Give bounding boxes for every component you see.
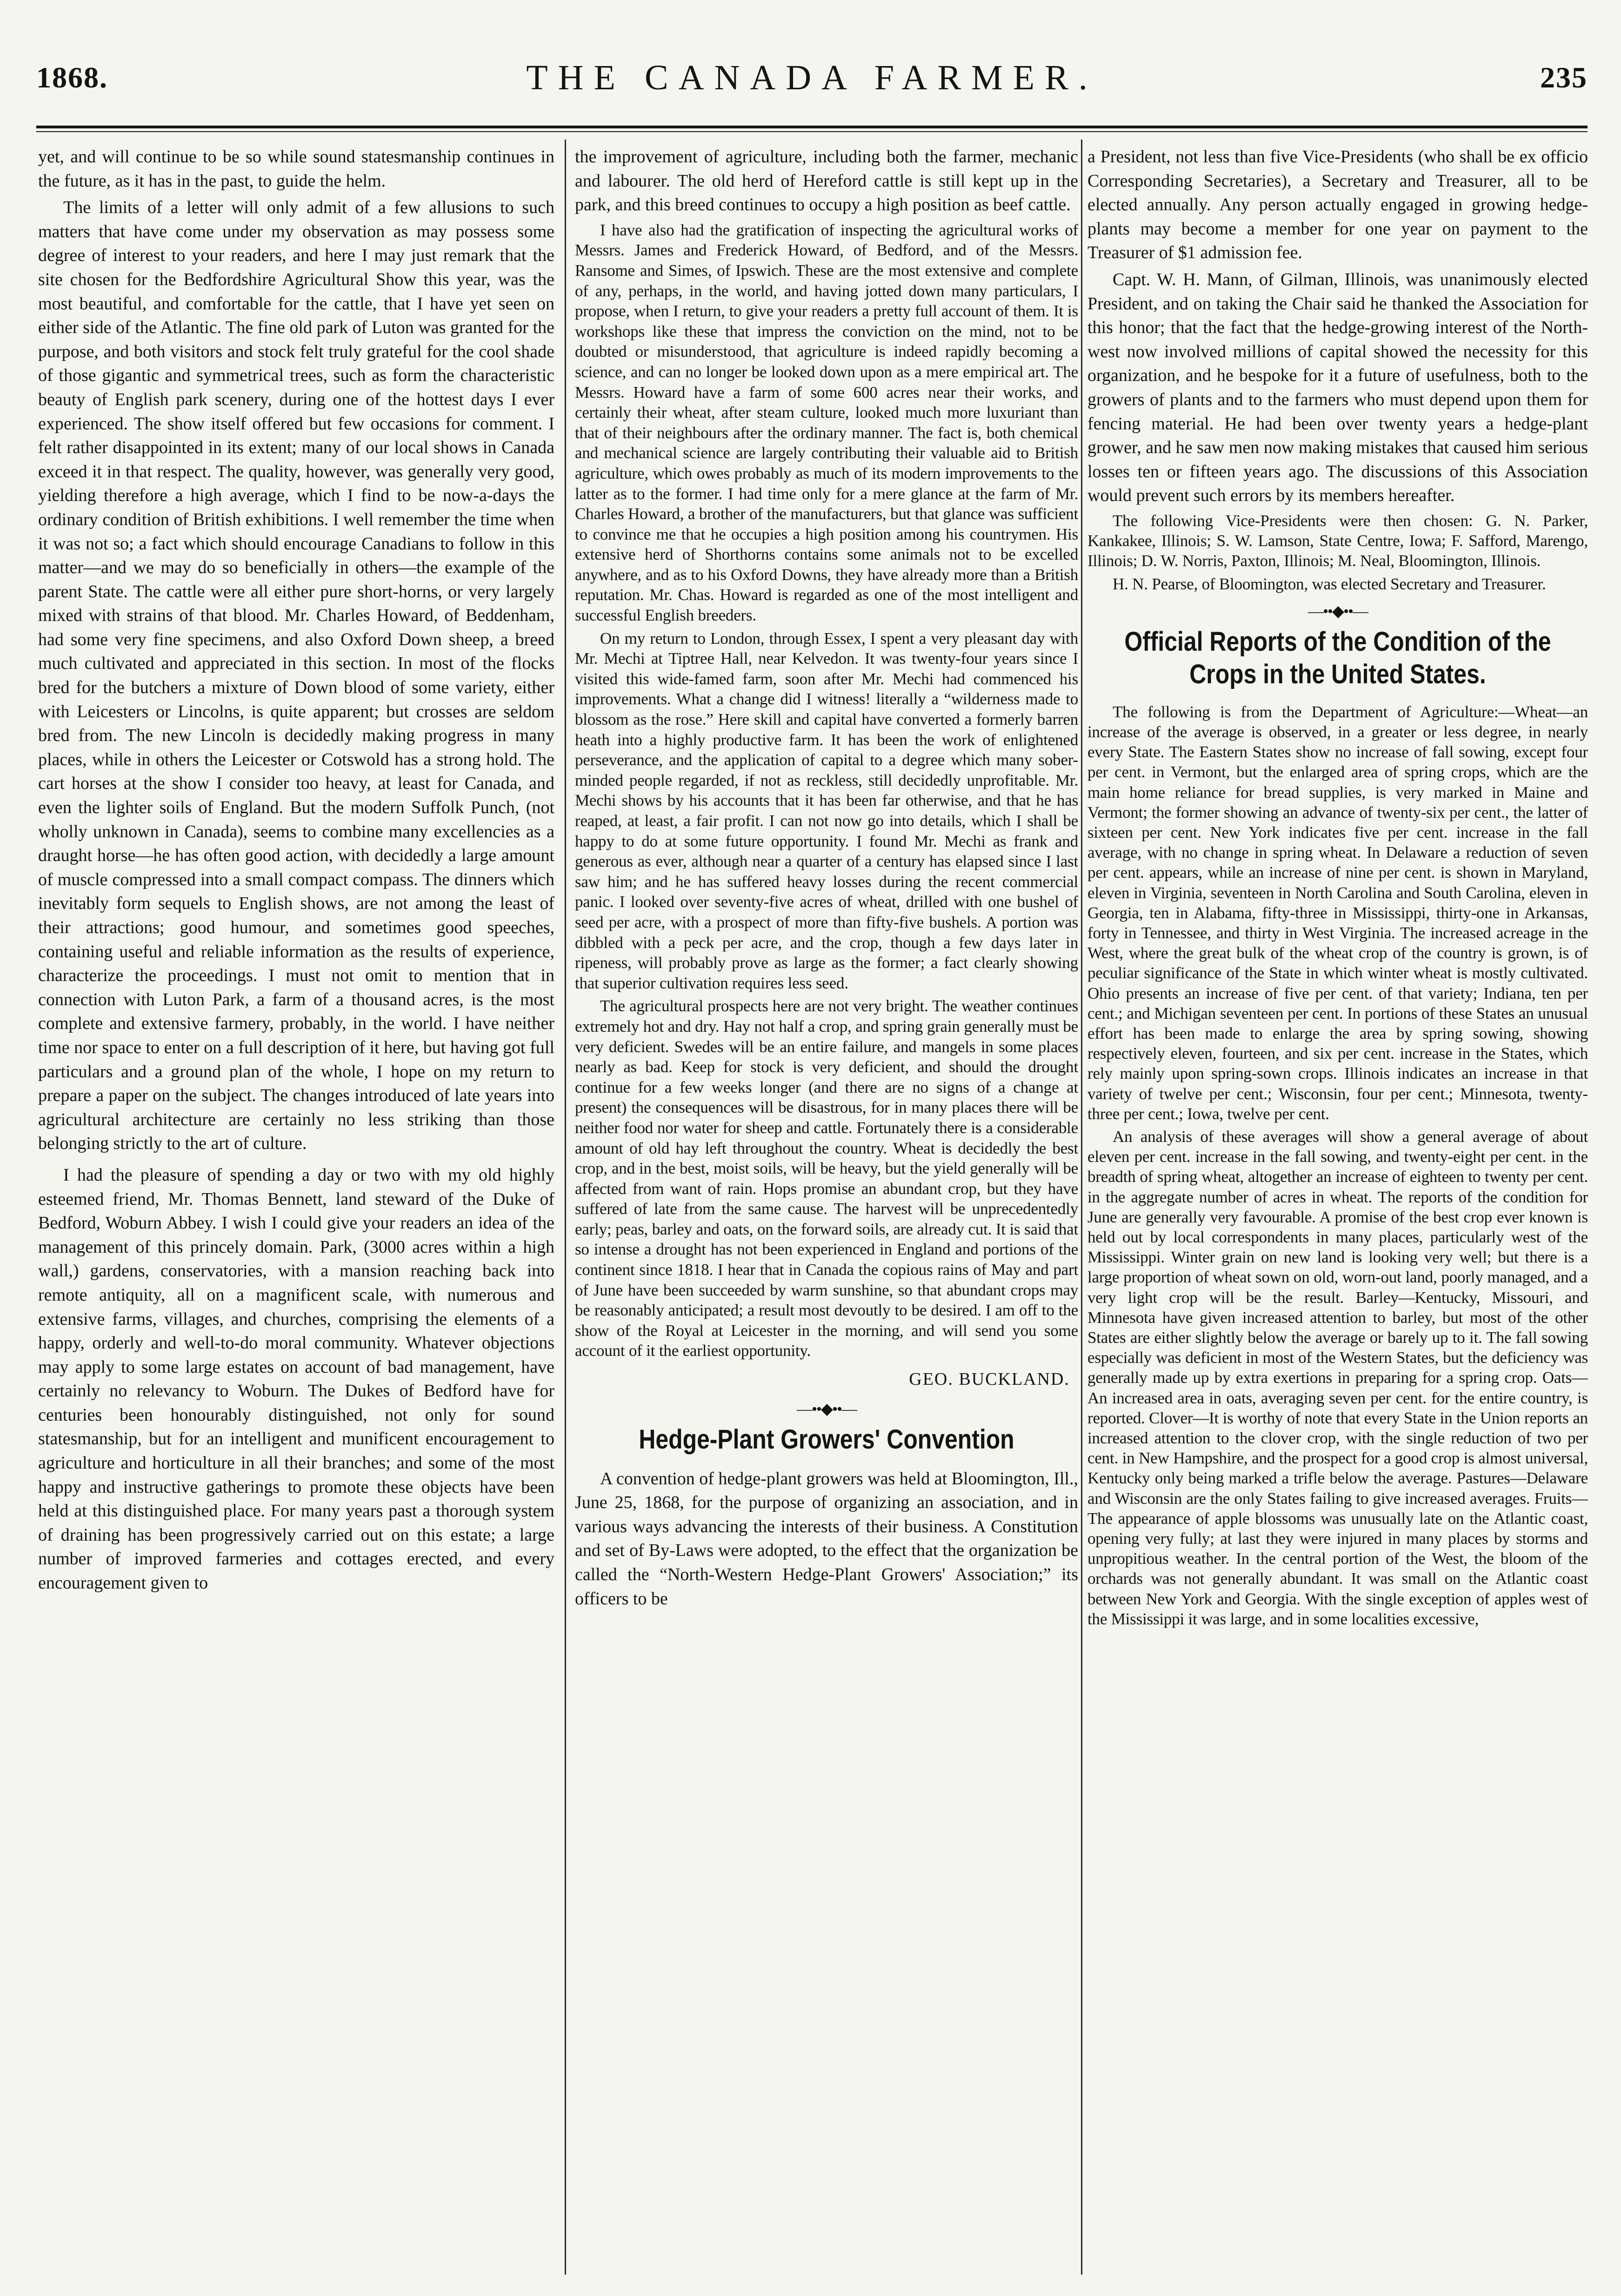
masthead-page-number: 235	[1540, 61, 1588, 94]
column-1	[38, 145, 554, 2276]
author-signature: GEO. BUCKLAND.	[909, 1369, 1070, 1389]
masthead-title: THE CANADA FARMER.	[526, 58, 1098, 97]
article-paragraph: The agricultural prospects here are not very bright. The weather continues extremely hot and dry. Hay not half a crop, and spring grain generally must be very deficient. Swedes will be an entire failure, and mangels in some places nearly as bad. Keep for stock is very deficient, and should the drought continue for a few weeks longer (and there are no signs of a change at present) the consequences will be disastrous, for in many places there will be neither food nor water for sheep and cattle. Fortunately there is a considerable amount of old hay left throughout the country. Wheat is decidedly the best crop, and in the best, moist soils, will be heavy, but the yield generally will be affected from want of rain. Hops promise an abundant crop, but they have suffered of late from the same cause. The harvest will be unprecedentedly early; peas, barley and oats, on the forward soils, are already cut. It is said that so intense a drought has not been experienced in England and portions of the continent since 1818. I hear that in Canada the copious rains of May and part of June have been succeeded by warm sunshine, so that abundant crops may be reasonably anticipated; a result most devoutly to be desired. I am off to the show of the Royal at Leicester in the morning, and will send you some account of it the earliest opportunity.	[575, 997, 1078, 1360]
article-paragraph: Capt. W. H. Mann, of Gilman, Illinois, was unanimously elected President, and on taking the Chair said he thanked the Association for this honor; that the fact that the hedge-growing interest of the North-west now involved millions of capital showed the necessity for this organization, and he bespoke for it a future of usefulness, both to the growers of plants and to the farmers who must depend upon them for fencing material. He had been over twenty years a hedge-plant grower, and he saw men now making mistakes that caused him serious losses ten or fifteen years ago. The discussions of this Association would prevent such errors by its members hereafter.	[1087, 269, 1588, 506]
section-ornament: —••◆••—	[1308, 602, 1368, 620]
article-paragraph: On my return to London, through Essex, I spent a very pleasant day with Mr. Mechi at Tiptree Hall, near Kelvedon. It was twenty-four years since I visited this wide-famed farm, soon after Mr. Mechi had commenced his improvements. What a change did I witness! literally a “wilderness made to blossom as the rose.” Here skill and capital have converted a formerly barren heath into a highly productive farm. It has been the work of enlightened perseverance, and the application of capital to a degree which many sober-minded people regarded, if not as reckless, still decidedly unprofitable. Mr. Mechi shows by his accounts that it has been far otherwise, and that he has reaped, at least, a fair profit. I can not now go into details, which I shall be happy to do at some future opportunity. I found Mr. Mechi as frank and generous as ever, although near a quarter of a century has elapsed since I last saw him; and he has suffered heavy losses during the recent commercial panic. I looked over seventy-five acres of wheat, drilled with one bushel of seed per acre, with a prospect of more than fifty-five bushels. A portion was dibbled with a peck per acre, and the crop, though a few days later in ripeness, will probably prove as large as the former; a fact clearly showing that superior cultivation requires less seed.	[575, 629, 1078, 992]
article-paragraph: A convention of hedge-plant growers was held at Bloomington, Ill., June 25, 1868, for the purpose of organizing an association, and in various ways advancing the interests of their business. A Constitution and set of By-Laws were adopted, to the effect that the organization be called the “North-Western Hedge-Plant Growers' Association;” its officers to be	[575, 1468, 1078, 1609]
article-paragraph: H. N. Pearse, of Bloomington, was elected Secretary and Treasurer.	[1113, 574, 1546, 593]
article-paragraph: I have also had the gratification of inspecting the agricultural works of Messrs. James and Frederick Howard, of Bedford, and of the Messrs. Ransome and Simes, of Ipswich. These are the most extensive and complete of any, perhaps, in the world, and having jotted down many particulars, I propose, when I return, to give your readers a pretty full account of them. It is workshops like these that impress the conviction on the mind, not to be doubted or misunderstood, that agriculture is indeed rapidly becoming a science, and can no longer be looked down upon as a mere empirical art. The Messrs. Howard have a farm of some 600 acres near their works, and certainly their wheat, after steam culture, looked much more luxuriant than that of their neighbours after the ordinary manner. The fact is, both chemical and mechanical science are largely contributing their valuable aid to British agriculture, which owes probably as much of its modern improvements to the latter as to the former. I had time only for a mere glance at the farm of Mr. Charles Howard, a brother of the manufacturers, but that glance was sufficient to convince me that he occupies a high position among his countrymen. His extensive herd of Shorthorns contains some animals not to be excelled anywhere, and as to his Oxford Downs, they have already more than a British reputation. Mr. Chas. Howard is regarded as one of the most intelligent and successful English breeders.	[575, 220, 1078, 625]
section-ornament: —••◆••—	[797, 1400, 856, 1418]
article-paragraph: An analysis of these averages will show a general average of about eleven per cent. increase in the fall sowing, and twenty-eight per cent. in the breadth of spring wheat, altogether an increase of eighteen to twenty per cent. in the aggregate number of acres in wheat. The reports of the condition for June are generally very favourable. A promise of the best crop ever known is held out by local correspondents in many places, particularly west of the Mississippi. Winter grain on new land is looking very well; but there is a large proportion of wheat sown on old, worn-out land, poorly managed, and a very light crop will be the result. Barley—Kentucky, Missouri, and Minnesota have given increased attention to barley, but most of the other States are either slightly below the average or barely up to it. The fall sowing especially was deficient in most of the Western States, but the deficiency was generally made up by extra exertions in preparing for a spring crop. Oats—An increased area in oats, averaging seven per cent. for the entire country, is reported. Clover—It is worthy of note that every State in the Union reports an increased attention to the clover crop, with the single reduction of two per cent. in New Hampshire, and the prospect for a good crop is almost universal, Kentucky only being marked a trifle below the average. Pastures—Delaware and Wisconsin are the only States failing to give increased averages. Fruits—The appearance of apple blossoms was unusually late on the Atlantic coast, opening very fully; at last they were injured in many places by storms and unpropitious weather. In the central portion of the West, the bloom of the orchards was not generally abundant. It was small on the Atlantic coast between New York and Georgia. With the single exception of apples west of the Mississippi it was large, and in some localities excessive,	[1087, 1127, 1588, 1628]
masthead-rule-thin	[36, 131, 1588, 132]
column-divider	[1081, 140, 1082, 2275]
masthead-rule-thick	[36, 126, 1588, 128]
article-paragraph: the improvement of agriculture, including both the farmer, mechanic and labourer. The old herd of Hereford cattle is still kept up in the park, and this breed continues to occupy a high position as beef cattle.	[575, 147, 1078, 215]
article-paragraph: The following Vice-Presidents were then chosen: G. N. Parker, Kankakee, Illinois; S. W. Lamson, State Centre, Iowa; F. Safford, Marengo, Illinois; D. W. Norris, Paxton, Illinois; M. Neal, Bloomington, Illinois.	[1087, 511, 1588, 570]
column-divider	[565, 140, 566, 2275]
column-3	[1087, 145, 1588, 2276]
article-paragraph: I had the pleasure of spending a day or two with my old highly esteemed friend, Mr. Thomas Bennett, land steward of the Duke of Bedford, Woburn Abbey. I wish I could give your readers an idea of the management of this princely domain. Park, (3000 acres within a high wall,) gardens, conservatories, with a mansion reaching back into remote antiquity, all on a magnificent scale, with numerous and extensive farms, villages, and churches, comprising the elements of a happy, orderly and well-to-do moral community. Whatever objections may apply to some large estates on account of bad management, have certainly no relevancy to Woburn. The Dukes of Bedford have for centuries been honourably distinguished, not only for sound statesmanship, but for an intelligent and munificent encouragement to agriculture and horticulture in all their branches; and some of the most happy and instructive gatherings to promote these objects have been held at this distinguished place. For many years past a thorough system of draining has been progressively carried out on this estate; a large number of improved farmeries and cottages erected, and every encouragement given to	[38, 1165, 554, 1593]
article-headline: Official Reports of the Condition of the Crops in the United States.	[1124, 626, 1551, 689]
article-paragraph: yet, and will continue to be so while sound statesmanship continues in the future, as it has in the past, to guide the helm.	[38, 147, 554, 191]
masthead-year: 1868.	[36, 61, 108, 94]
masthead	[36, 60, 1588, 112]
column-2	[575, 145, 1078, 2276]
article-paragraph: a President, not less than five Vice-Presidents (who shall be ex officio Corresponding Secretaries), a Secretary and Treasurer, all to be elected annually. Any person actually engaged in growing hedge-plants may become a member for one year on payment to the Treasurer of $1 admission fee.	[1087, 147, 1588, 263]
article-paragraph: The following is from the Department of Agriculture:—Wheat—an increase of the average is observed, in a greater or less degree, in nearly every State. The Eastern States show no increase of fall sowing, except four per cent. in Vermont, but the enlarged area of spring crops, which are the main home reliance for bread supplies, is very marked in Maine and Vermont; the former showing an advance of twenty-six per cent., the latter of sixteen per cent. New York indicates five per cent. increase in the fall average, with no change in spring wheat. In Delaware a reduction of seven per cent. appears, while an increase of nine per cent. is shown in Maryland, eleven in Virginia, seventeen in North Carolina and South Carolina, eleven in Georgia, ten in Alabama, fifty-three in Mississippi, thirty-one in Arkansas, forty in Tennessee, and thirty in West Virginia. The increased acreage in the West, where the great bulk of the wheat crop of the country is grown, is of peculiar significance of the State in which winter wheat is mostly cultivated. Ohio presents an increase of five per cent. of that variety; Indiana, ten per cent.; and Michigan seventeen per cent. In portions of these States an unusual effort has been made to enlarge the area by spring sowing, showing respectively eleven, fourteen, and six per cent. increase in the States, which rely mainly upon spring-sown crops. Illinois indicates an increase in that variety of twelve per cent.; Wisconsin, four per cent.; Minnesota, twenty-three per cent.; Iowa, twelve per cent.	[1087, 702, 1588, 1123]
article-paragraph: The limits of a letter will only admit of a few allusions to such matters that have come under my observation as may possess some degree of interest to your readers, and here I may just remark that the site chosen for the Bedfordshire Agricultural Show this year, was the most beautiful, and comfortable for the cattle, that I have yet seen on either side of the Atlantic. The fine old park of Luton was granted for the purpose, and both visitors and stock felt truly grateful for the cool shade of those gigantic and symmetrical trees, such as form the characteristic beauty of English park scenery, during one of the hottest days I ever experienced. The show itself offered but few occasions for comment. I felt rather disappointed in its extent; many of our local shows in Canada exceed it in that respect. The quality, however, was generally very good, yielding therefore a high average, which I find to be now-a-days the ordinary condition of British exhibitions. I well remember the time when it was not so; a fact which should encourage Canadians to follow in this matter—and we may do so beneficially in others—the example of the parent State. The cattle were all either pure short-horns, or very largely mixed with strains of that blood. Mr. Charles Howard, of Beddenham, had some very fine specimens, and also Oxford Down sheep, a breed much cultivated and appreciated in this section. In most of the flocks bred for the butchers a mixture of Down blood of some variety, either with Leicesters or Lincolns, is quite apparent; but crosses are seldom bred from. The new Lincoln is decidedly making progress in many places, while in others the Leicester or Cotswold has a strong hold. The cart horses at the show I consider too heavy, at least for Canada, and even the lighter soils of England. But the modern Suffolk Punch, (not wholly unknown in Canada), seems to combine many excellencies as a draught horse—he has often good action, with decidedly a large amount of muscle compressed into a small compact compass. The dinners which inevitably form sequels to English shows, are not among the least of their attractions; good humour, and sometimes good speeches, containing useful and reliable information as the results of experience, characterize the proceedings. I must not omit to mention that in connection with Luton Park, a farm of a thousand acres, is the most complete and extensive farmery, probably, in the world. I have neither time nor space to enter on a full description of it here, but having got full particulars and a ground plan of the whole, I hope on my return to prepare a paper on the subject. The changes introduced of late years into agricultural architecture are certainly no less striking than those belonging strictly to the art of culture.	[38, 198, 554, 1154]
article-headline: Hedge-Plant Growers' Convention	[639, 1424, 1014, 1455]
